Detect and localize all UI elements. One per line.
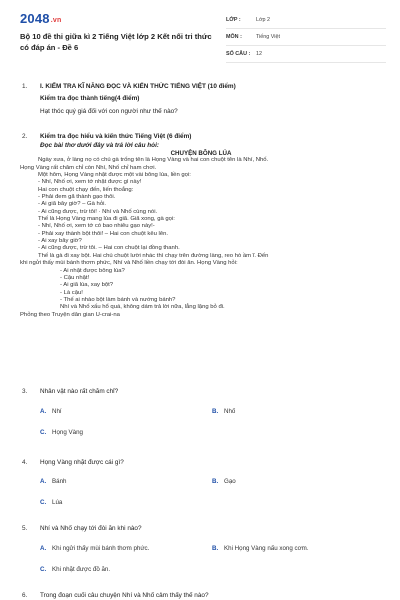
option-letter: C. [40, 499, 47, 506]
site-logo[interactable] [20, 11, 61, 26]
question-number: 2. [22, 133, 28, 140]
option-letter: A. [40, 545, 47, 552]
passage-line: Thế là Họng Vàng mang lúa đi giã. Giã xong, gà gọi: [38, 216, 175, 223]
passage-line: - Là cậu! [60, 289, 83, 296]
meta-row-subject [226, 29, 386, 46]
meta-row-class [226, 12, 386, 29]
answer-option-b[interactable] [212, 408, 235, 415]
passage-line: - Cậu nhặt! [60, 274, 90, 281]
passage-line: Thế là gà đi xay bột. Hai chú chuột lười nhác thì chạy trên đường làng, reo hò ầm ĩ. Đến [38, 252, 269, 259]
logo-suffix: .vn [50, 17, 62, 24]
passage-source: Phỏng theo Truyện dân gian U-crai-na [20, 311, 120, 318]
meta-key: MÔN : [226, 34, 242, 40]
option-text: Khi ngửi thấy mùi bánh thơm phức. [52, 545, 150, 552]
meta-value: 12 [256, 51, 262, 57]
option-text: Bánh [52, 478, 67, 485]
question-number: 4. [22, 459, 28, 466]
answer-option-c[interactable] [40, 499, 62, 506]
answer-option-a[interactable] [40, 478, 66, 485]
logo-text: 2048 [20, 11, 50, 26]
passage-line: - Ai giã bây giờ? – Gà hỏi. [38, 201, 107, 208]
section-heading: I. KIỂM TRA KĨ NĂNG ĐỌC VÀ KIẾN THỨC TIẾNG VIỆT (10 điểm) [40, 83, 236, 90]
question-number: 1. [22, 83, 28, 90]
passage-line: - Ai giã lúa, xay bột? [60, 282, 114, 289]
instruction-text: Đọc bài thơ dưới đây và trả lời câu hỏi: [40, 142, 159, 149]
passage-line: Nhí và Nhố xấu hổ quá, không dám trả lời nữa, lẳng lặng bỏ đi. [60, 304, 225, 311]
option-letter: C. [40, 429, 47, 436]
option-text: Khi Họng Vàng nấu xong cơm. [224, 545, 309, 552]
question-text: Trong đoạn cuối câu chuyện Nhí và Nhố cảm thấy thế nào? [40, 592, 209, 599]
answer-option-a[interactable] [40, 545, 149, 552]
meta-row-count [226, 46, 386, 63]
question-number: 6. [22, 592, 28, 599]
passage-line: - Phải đem gã thành gạo thôi. [38, 194, 116, 201]
answer-option-b[interactable] [212, 478, 236, 485]
passage-line: - Nhí, Nhố ơi, xem tớ có bao nhiêu gạo này!- [38, 223, 155, 230]
option-text: Lúa [52, 499, 63, 506]
meta-info-table [226, 12, 386, 63]
question-text: Nhí và Nhố chạy tới đòi ăn khi nào? [40, 525, 142, 532]
answer-option-c[interactable] [40, 429, 83, 436]
passage-line: khi ngửi thấy mùi bánh thơm phức, Nhí và Nhố liền chạy tới đòi ăn. Họng Vàng hỏi: [20, 260, 238, 267]
section-heading: Kiểm tra đọc hiểu và kiến thức Tiếng Việt (6 điểm) [40, 133, 192, 140]
passage-line: - Ai xay bây giờ? [38, 238, 82, 245]
meta-value: Lớp 2 [256, 17, 271, 23]
question-number: 5. [22, 525, 28, 532]
option-text: Nhố [224, 408, 236, 415]
document-title: Bộ 10 đề thi giữa kì 2 Tiếng Việt lớp 2 Kết nối tri thức có đáp án - Đề 6 [20, 32, 212, 52]
reading-passage [20, 150, 382, 319]
option-letter: B. [212, 545, 219, 552]
passage-line: - Ai cũng được, trừ tôi. – Hai con chuột lại đồng thanh. [38, 245, 180, 252]
answer-option-b[interactable] [212, 545, 309, 552]
meta-key: SỐ CÂU : [226, 51, 251, 57]
meta-value: Tiếng Việt [256, 34, 280, 40]
passage-line: - Ai cũng được, trừ tôi! · Nhí và Nhố cùng nói. [38, 208, 158, 215]
option-text: Gạo [224, 478, 236, 485]
option-letter: B. [212, 408, 219, 415]
passage-line: Ngày xưa, ở làng nọ có chú gà trống tên là Họng Vàng và hai con chuột tên là Nhí, Nhố. [38, 157, 269, 164]
question-text: Hạt thóc quý giá đối với con người như thế nào? [40, 108, 178, 115]
answer-option-a[interactable] [40, 408, 62, 415]
sub-heading: Kiểm tra đọc thành tiếng(4 điểm) [40, 95, 140, 102]
passage-line: Một hôm, Họng Vàng nhặt được một vài bông lúa, liền gọi: [38, 172, 191, 179]
question-number: 3. [22, 388, 28, 395]
option-text: Nhí [52, 408, 62, 415]
question-text: Nhân vật nào rất chăm chỉ? [40, 388, 119, 395]
option-text: Khi nhặt được đồ ăn. [52, 566, 111, 573]
passage-line: - Phải xay thành bột thôi! – Hai con chuột kêu lên. [38, 230, 169, 237]
option-letter: A. [40, 408, 47, 415]
question-text: Họng Vàng nhặt được cái gì? [40, 459, 124, 466]
meta-key: LỚP : [226, 17, 241, 23]
story-title: CHUYỆN BÔNG LÚA [170, 150, 232, 157]
option-letter: A. [40, 478, 47, 485]
passage-line: Họng Vàng rất chăm chỉ còn Nhí, Nhố chỉ ham chơi. [20, 164, 157, 171]
passage-line: Hai con chuột chạy đến, liến thoắng: [38, 186, 134, 193]
option-letter: B. [212, 478, 219, 485]
passage-line: - Nhí, Nhố ơi, xem tớ nhặt được gì này! [38, 179, 142, 186]
option-text: Họng Vàng [52, 429, 83, 436]
passage-line: - Thế ai nhào bột làm bánh và nướng bánh? [60, 296, 176, 303]
answer-option-c[interactable] [40, 566, 110, 573]
option-letter: C. [40, 566, 47, 573]
passage-line: - Ai nhặt được bông lúa? [60, 267, 125, 274]
